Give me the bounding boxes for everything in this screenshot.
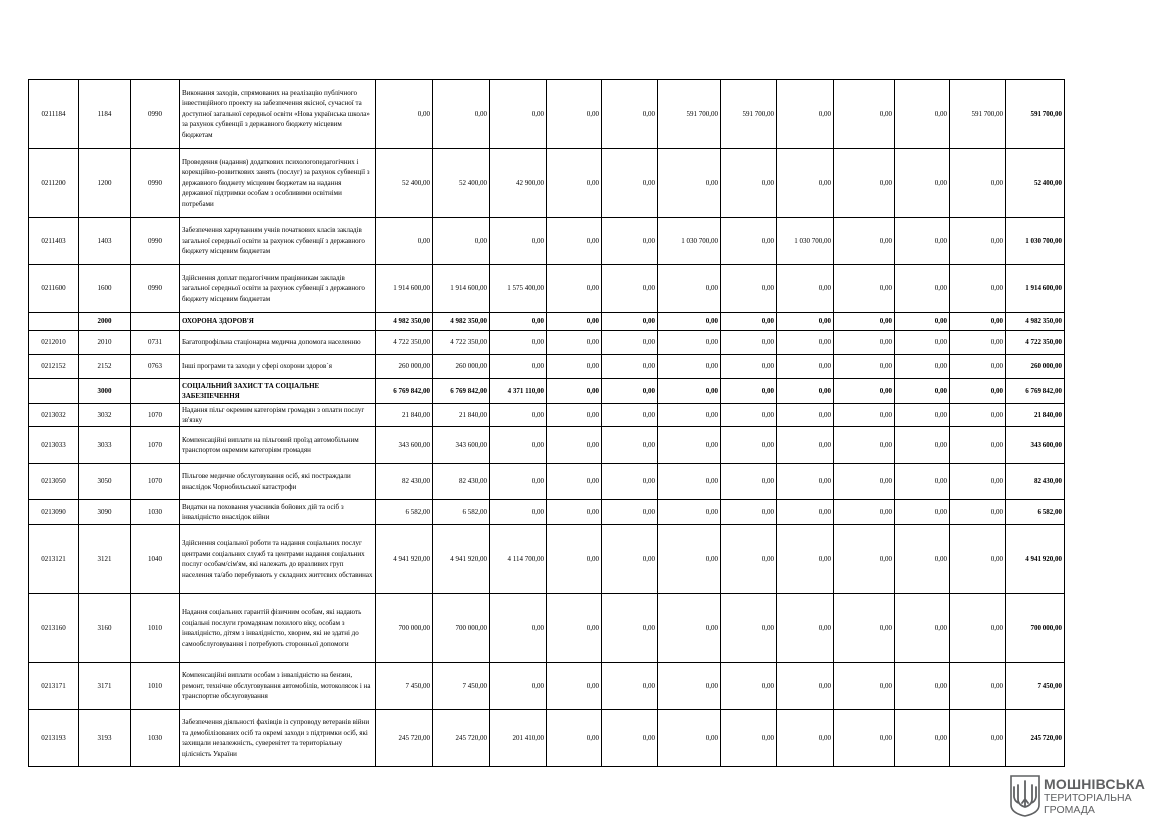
logo-title: МОШНІВСЬКА [1044,776,1146,792]
amount-cell: 42 900,00 [490,149,547,218]
amount-cell: 1 030 700,00 [658,218,721,265]
amount-cell: 6 769 842,00 [376,379,433,404]
amount-cell: 0,00 [721,464,777,500]
amount-cell: 0,00 [721,355,777,379]
table-row [29,500,1065,525]
program-description-cell: Надання соціальних гарантій фізичним особам, які надають соціальні послуги громадянам похилого віку, особам з інвалідністю, дітям з інвалідністю, хворим, які не здатні до самообслуговування і потребують сторонньої допомоги [180,594,376,663]
amount-cell: 0,00 [895,404,950,427]
community-logo [1009,773,1159,819]
amount-cell: 7 450,00 [376,663,433,710]
amount-cell: 1 575 400,00 [490,265,547,313]
function-code-cell: 3121 [79,525,131,594]
amount-cell: 0,00 [658,710,721,767]
amount-cell: 4 941 920,00 [433,525,490,594]
amount-cell: 4 371 110,00 [490,379,547,404]
program-code-cell: 0213171 [29,663,79,710]
amount-cell: 0,00 [602,218,658,265]
amount-cell: 0,00 [950,149,1006,218]
kfkv-code-cell: 1030 [131,710,180,767]
amount-cell: 0,00 [777,331,834,355]
amount-cell: 0,00 [602,313,658,331]
amount-cell: 0,00 [547,313,602,331]
amount-cell: 0,00 [950,427,1006,464]
amount-cell: 0,00 [602,663,658,710]
amount-cell: 1 914 600,00 [433,265,490,313]
kfkv-code-cell: 1040 [131,525,180,594]
amount-cell: 0,00 [490,80,547,149]
table-row [29,265,1065,313]
amount-cell: 0,00 [433,218,490,265]
total-amount-cell: 21 840,00 [1006,404,1065,427]
amount-cell: 0,00 [547,710,602,767]
table-row [29,80,1065,149]
amount-cell: 0,00 [602,80,658,149]
program-code-cell: 0211403 [29,218,79,265]
amount-cell: 0,00 [602,355,658,379]
amount-cell: 0,00 [895,663,950,710]
kfkv-code-cell: 0731 [131,331,180,355]
amount-cell: 0,00 [721,331,777,355]
amount-cell: 0,00 [950,525,1006,594]
amount-cell: 0,00 [777,379,834,404]
function-code-cell: 3050 [79,464,131,500]
amount-cell: 0,00 [834,80,895,149]
table-row [29,218,1065,265]
function-code-cell: 2010 [79,331,131,355]
amount-cell: 0,00 [658,525,721,594]
function-code-cell: 3032 [79,404,131,427]
total-amount-cell: 4 982 350,00 [1006,313,1065,331]
amount-cell: 0,00 [895,710,950,767]
function-code-cell: 3000 [79,379,131,404]
amount-cell: 0,00 [950,265,1006,313]
table-row [29,710,1065,767]
kfkv-code-cell: 0763 [131,355,180,379]
amount-cell: 0,00 [490,663,547,710]
amount-cell: 0,00 [547,525,602,594]
amount-cell: 0,00 [658,331,721,355]
amount-cell: 0,00 [950,594,1006,663]
table-row [29,149,1065,218]
amount-cell: 0,00 [547,80,602,149]
amount-cell: 0,00 [950,379,1006,404]
amount-cell: 0,00 [721,594,777,663]
amount-cell: 0,00 [602,525,658,594]
total-amount-cell: 4 722 350,00 [1006,331,1065,355]
amount-cell: 0,00 [834,265,895,313]
amount-cell: 260 000,00 [433,355,490,379]
amount-cell: 0,00 [376,80,433,149]
amount-cell: 0,00 [658,149,721,218]
program-code-cell: 0213050 [29,464,79,500]
amount-cell: 0,00 [777,149,834,218]
amount-cell: 0,00 [547,404,602,427]
budget-table-body [29,80,1065,767]
amount-cell: 700 000,00 [376,594,433,663]
amount-cell: 0,00 [490,404,547,427]
amount-cell: 0,00 [602,379,658,404]
amount-cell: 0,00 [777,663,834,710]
amount-cell: 0,00 [658,663,721,710]
amount-cell: 0,00 [490,331,547,355]
amount-cell: 4 114 700,00 [490,525,547,594]
amount-cell: 0,00 [721,663,777,710]
amount-cell: 0,00 [777,404,834,427]
function-code-cell: 1600 [79,265,131,313]
amount-cell: 0,00 [602,594,658,663]
amount-cell: 82 430,00 [433,464,490,500]
amount-cell: 343 600,00 [376,427,433,464]
amount-cell: 0,00 [547,427,602,464]
program-code-cell: 0213160 [29,594,79,663]
amount-cell: 0,00 [777,464,834,500]
amount-cell: 4 941 920,00 [376,525,433,594]
amount-cell: 82 430,00 [376,464,433,500]
kfkv-code-cell: 1070 [131,427,180,464]
amount-cell: 0,00 [895,525,950,594]
amount-cell: 0,00 [777,500,834,525]
kfkv-code-cell [131,313,180,331]
total-amount-cell: 82 430,00 [1006,464,1065,500]
amount-cell: 0,00 [547,379,602,404]
amount-cell: 0,00 [602,149,658,218]
amount-cell: 0,00 [658,500,721,525]
amount-cell: 0,00 [376,218,433,265]
amount-cell: 0,00 [834,218,895,265]
amount-cell: 0,00 [895,313,950,331]
program-description-cell: Інші програми та заходи у сфері охорони здоров`я [180,355,376,379]
table-row [29,525,1065,594]
amount-cell: 4 982 350,00 [433,313,490,331]
total-amount-cell: 7 450,00 [1006,663,1065,710]
amount-cell: 0,00 [895,464,950,500]
total-amount-cell: 1 030 700,00 [1006,218,1065,265]
table-group-row [29,379,1065,404]
program-code-cell: 0212152 [29,355,79,379]
amount-cell: 0,00 [658,265,721,313]
amount-cell: 591 700,00 [721,80,777,149]
program-code-cell [29,379,79,404]
amount-cell: 0,00 [721,313,777,331]
amount-cell: 4 722 350,00 [376,331,433,355]
table-row [29,331,1065,355]
table-row [29,404,1065,427]
amount-cell: 0,00 [895,427,950,464]
table-row [29,464,1065,500]
amount-cell: 0,00 [490,355,547,379]
amount-cell: 0,00 [895,80,950,149]
amount-cell: 6 582,00 [433,500,490,525]
amount-cell: 0,00 [895,265,950,313]
amount-cell: 0,00 [547,355,602,379]
amount-cell: 1 914 600,00 [376,265,433,313]
amount-cell: 700 000,00 [433,594,490,663]
amount-cell: 0,00 [834,404,895,427]
amount-cell: 0,00 [834,331,895,355]
amount-cell: 0,00 [950,710,1006,767]
amount-cell: 21 840,00 [433,404,490,427]
amount-cell: 0,00 [950,313,1006,331]
program-code-cell [29,313,79,331]
program-code-cell: 0213090 [29,500,79,525]
amount-cell: 0,00 [602,427,658,464]
program-description-cell: Виконання заходів, спрямованих на реалізацію публічного інвестиційного проекту на забезпечення якісної, сучасної та доступної загальної середньої освіти «Нова українська школа» за рахунок субвенції з державного бюджету місцевим бюджетам [180,80,376,149]
amount-cell: 0,00 [490,464,547,500]
table-row [29,663,1065,710]
amount-cell: 0,00 [547,331,602,355]
amount-cell: 0,00 [658,313,721,331]
kfkv-code-cell [131,379,180,404]
amount-cell: 0,00 [777,594,834,663]
amount-cell: 0,00 [950,500,1006,525]
amount-cell: 0,00 [658,464,721,500]
amount-cell: 0,00 [895,355,950,379]
budget-table [28,79,1065,767]
function-code-cell: 2000 [79,313,131,331]
amount-cell: 0,00 [895,594,950,663]
amount-cell: 0,00 [721,525,777,594]
amount-cell: 0,00 [950,464,1006,500]
program-description-cell: СОЦІАЛЬНИЙ ЗАХИСТ ТА СОЦІАЛЬНЕ ЗАБЕЗПЕЧЕННЯ [180,379,376,404]
amount-cell: 0,00 [658,404,721,427]
program-description-cell: Видатки на поховання учасників бойових дій та осіб з інвалідністю внаслідок війни [180,500,376,525]
amount-cell: 201 410,00 [490,710,547,767]
amount-cell: 0,00 [950,218,1006,265]
program-description-cell: Надання пільг окремим категоріям громадян з оплати послуг зв'язку [180,404,376,427]
amount-cell: 0,00 [547,594,602,663]
amount-cell: 0,00 [547,663,602,710]
amount-cell: 0,00 [490,594,547,663]
amount-cell: 0,00 [658,379,721,404]
amount-cell: 0,00 [834,710,895,767]
amount-cell: 0,00 [834,663,895,710]
total-amount-cell: 343 600,00 [1006,427,1065,464]
total-amount-cell: 1 914 600,00 [1006,265,1065,313]
logo-subtitle-line1: ТЕРИТОРІАЛЬНА [1044,792,1132,804]
amount-cell: 4 982 350,00 [376,313,433,331]
amount-cell: 0,00 [547,500,602,525]
amount-cell: 0,00 [602,331,658,355]
amount-cell: 0,00 [721,404,777,427]
program-description-cell: Компенсаційні виплати особам з інвалідністю на бензин, ремонт, технічне обслуговування автомобілів, мотоколясок і на транспортне обслуговування [180,663,376,710]
amount-cell: 0,00 [777,427,834,464]
total-amount-cell: 52 400,00 [1006,149,1065,218]
program-code-cell: 0211600 [29,265,79,313]
function-code-cell: 1403 [79,218,131,265]
amount-cell: 0,00 [433,80,490,149]
program-code-cell: 0213033 [29,427,79,464]
kfkv-code-cell: 1010 [131,594,180,663]
total-amount-cell: 260 000,00 [1006,355,1065,379]
amount-cell: 0,00 [721,427,777,464]
amount-cell: 0,00 [834,313,895,331]
function-code-cell: 3193 [79,710,131,767]
amount-cell: 0,00 [490,500,547,525]
amount-cell: 343 600,00 [433,427,490,464]
amount-cell: 0,00 [895,218,950,265]
function-code-cell: 1184 [79,80,131,149]
amount-cell: 0,00 [895,149,950,218]
function-code-cell: 1200 [79,149,131,218]
amount-cell: 0,00 [602,265,658,313]
amount-cell: 0,00 [721,218,777,265]
kfkv-code-cell: 0990 [131,149,180,218]
amount-cell: 0,00 [834,427,895,464]
amount-cell: 0,00 [547,464,602,500]
function-code-cell: 3160 [79,594,131,663]
amount-cell: 0,00 [777,313,834,331]
amount-cell: 245 720,00 [376,710,433,767]
kfkv-code-cell: 1010 [131,663,180,710]
amount-cell: 591 700,00 [658,80,721,149]
kfkv-code-cell: 1070 [131,464,180,500]
program-description-cell: Забезпечення харчуванням учнів початкових класів закладів загальної середньої освіти за рахунок субвенції з державного бюджету місцевим бюджетам [180,218,376,265]
kfkv-code-cell: 0990 [131,218,180,265]
amount-cell: 0,00 [834,464,895,500]
program-code-cell: 0213121 [29,525,79,594]
amount-cell: 0,00 [602,710,658,767]
amount-cell: 52 400,00 [433,149,490,218]
program-code-cell: 0213193 [29,710,79,767]
amount-cell: 0,00 [777,80,834,149]
amount-cell: 0,00 [834,594,895,663]
total-amount-cell: 700 000,00 [1006,594,1065,663]
program-code-cell: 0211200 [29,149,79,218]
kfkv-code-cell: 0990 [131,265,180,313]
total-amount-cell: 591 700,00 [1006,80,1065,149]
amount-cell: 7 450,00 [433,663,490,710]
program-description-cell: Забезпечення діяльності фахівців із супроводу ветеранів війни та демобілізованих осіб та окремі заходи з підтримки осіб, які захищали незалежність, суверенітет та територіальну цілісність України [180,710,376,767]
amount-cell: 0,00 [950,355,1006,379]
program-code-cell: 0211184 [29,80,79,149]
amount-cell: 0,00 [721,500,777,525]
amount-cell: 0,00 [895,500,950,525]
amount-cell: 0,00 [777,265,834,313]
amount-cell: 0,00 [547,218,602,265]
table-row [29,594,1065,663]
function-code-cell: 2152 [79,355,131,379]
amount-cell: 0,00 [777,710,834,767]
program-code-cell: 0213032 [29,404,79,427]
amount-cell: 6 582,00 [376,500,433,525]
amount-cell: 0,00 [602,404,658,427]
amount-cell: 0,00 [658,427,721,464]
amount-cell: 0,00 [721,265,777,313]
amount-cell: 0,00 [777,525,834,594]
amount-cell: 245 720,00 [433,710,490,767]
amount-cell: 0,00 [658,355,721,379]
total-amount-cell: 6 582,00 [1006,500,1065,525]
amount-cell: 0,00 [950,331,1006,355]
amount-cell: 0,00 [547,149,602,218]
amount-cell: 0,00 [777,355,834,379]
program-description-cell: ОХОРОНА ЗДОРОВ'Я [180,313,376,331]
total-amount-cell: 245 720,00 [1006,710,1065,767]
kfkv-code-cell: 1030 [131,500,180,525]
amount-cell: 0,00 [834,525,895,594]
program-description-cell: Проведення (надання) додаткових психологопедагогічних і корекційно-розвиткових занять (послуг) за рахунок субвенції з державного бюджету місцевим бюджетам на надання державної підтримки особам з особливими освітніми потребами [180,149,376,218]
amount-cell: 52 400,00 [376,149,433,218]
function-code-cell: 3033 [79,427,131,464]
kfkv-code-cell: 0990 [131,80,180,149]
amount-cell: 0,00 [602,464,658,500]
amount-cell: 0,00 [834,379,895,404]
amount-cell: 0,00 [721,149,777,218]
amount-cell: 591 700,00 [950,80,1006,149]
program-description-cell: Здійснення соціальної роботи та надання соціальних послуг центрами соціальних служб та центрами надання соціальних послуг особам/сім'ям, які належать до вразливих груп населення та/або перебувають у складних життєвих обставинах [180,525,376,594]
program-code-cell: 0212010 [29,331,79,355]
program-description-cell: Компенсаційні виплати на пільговий проїзд автомобільним транспортом окремим категоріям громадян [180,427,376,464]
program-description-cell: Пільгове медичне обслуговування осіб, які постраждали внаслідок Чорнобильської катастрофи [180,464,376,500]
table-group-row [29,313,1065,331]
amount-cell: 0,00 [950,663,1006,710]
logo-subtitle-line2: ГРОМАДА [1044,804,1095,816]
function-code-cell: 3090 [79,500,131,525]
amount-cell: 0,00 [490,218,547,265]
total-amount-cell: 6 769 842,00 [1006,379,1065,404]
function-code-cell: 3171 [79,663,131,710]
amount-cell: 0,00 [950,404,1006,427]
amount-cell: 4 722 350,00 [433,331,490,355]
amount-cell: 0,00 [721,710,777,767]
amount-cell: 0,00 [490,427,547,464]
amount-cell: 0,00 [658,594,721,663]
amount-cell: 260 000,00 [376,355,433,379]
amount-cell: 0,00 [895,331,950,355]
trident-emblem-icon [1009,775,1041,817]
amount-cell: 0,00 [490,313,547,331]
amount-cell: 0,00 [547,265,602,313]
table-row [29,355,1065,379]
amount-cell: 0,00 [602,500,658,525]
kfkv-code-cell: 1070 [131,404,180,427]
amount-cell: 6 769 842,00 [433,379,490,404]
amount-cell: 21 840,00 [376,404,433,427]
amount-cell: 0,00 [834,149,895,218]
amount-cell: 0,00 [721,379,777,404]
table-row [29,427,1065,464]
amount-cell: 0,00 [834,500,895,525]
amount-cell: 0,00 [895,379,950,404]
amount-cell: 1 030 700,00 [777,218,834,265]
total-amount-cell: 4 941 920,00 [1006,525,1065,594]
program-description-cell: Багатопрофільна стаціонарна медична допомога населенню [180,331,376,355]
program-description-cell: Здійснення доплат педагогічним працівникам закладів загальної середньої освіти за рахунок субвенції з державного бюджету місцевим бюджетам [180,265,376,313]
amount-cell: 0,00 [834,355,895,379]
